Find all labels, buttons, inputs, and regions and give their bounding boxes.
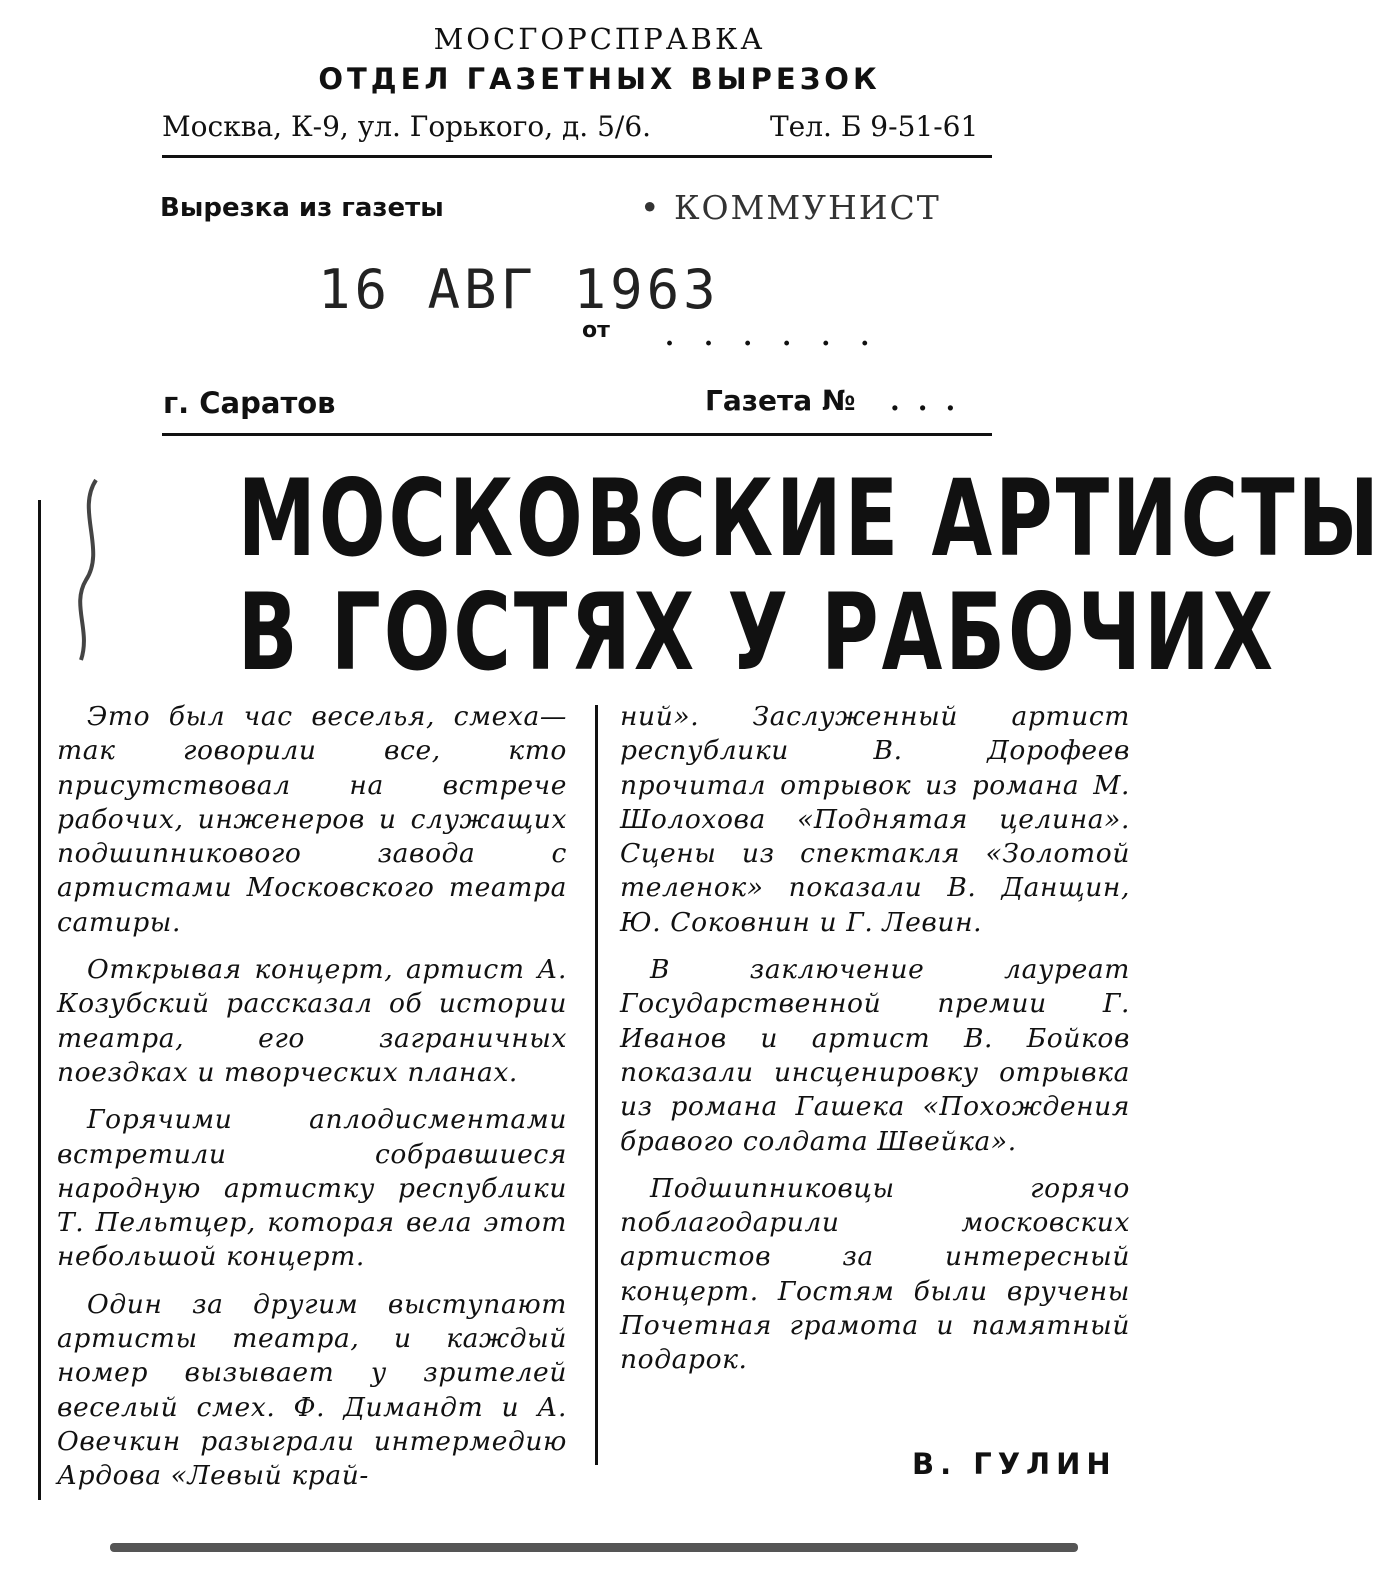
from-label: от bbox=[582, 318, 610, 343]
article-column-2 bbox=[620, 700, 1130, 1391]
newspaper-name: • КОММУНИСТ bbox=[640, 188, 941, 227]
paragraph: ний». Заслуженный артист республики В. Дорофеев прочитал отрывок из романа М. Шолохова «Поднятая целина». Сцены из спектакля «Золотой теленок» показали В. Данщин, Ю. Соковнин и Г. Левин. bbox=[620, 701, 1130, 938]
date-stamp: 16 АВГ 1963 bbox=[318, 258, 720, 321]
address: Москва, К-9, ул. Горького, д. 5/6. bbox=[162, 110, 652, 143]
scissor-mark-icon bbox=[56, 470, 116, 670]
cut-label: Вырезка из газеты bbox=[160, 193, 444, 223]
paragraph: Открывая концерт, артист А. Козубский рассказал об истории театра, его заграничных поездках и творческих планах. bbox=[57, 954, 567, 1088]
form-divider bbox=[162, 433, 992, 436]
headline-line-2: В ГОСТЯХ У РАБОЧИХ bbox=[237, 571, 1277, 694]
paragraph: Горячими аплодисментами встретили собравшиеся народную артистку республики Т. Пельтцер, которая вела этот небольшой концерт. bbox=[57, 1104, 567, 1273]
paragraph: Один за другим выступают артисты театра, и каждый номер вызывает у зрителей веселый смех. Ф. Димандт и А. Овечкин разыграли интермедию Ардова «Левый край- bbox=[57, 1288, 567, 1492]
left-border bbox=[38, 500, 41, 1500]
issue-label: Газета № bbox=[705, 384, 856, 417]
department-name: ОТДЕЛ ГАЗЕТНЫХ ВЫРЕЗОК bbox=[318, 62, 881, 96]
from-dots: ...... bbox=[665, 322, 900, 352]
headline-line-1: МОСКОВСКИЕ АРТИСТЫ bbox=[237, 457, 1382, 580]
article-column-1 bbox=[57, 700, 567, 1507]
issue-dots: ... bbox=[890, 384, 974, 417]
clipping-bottom-edge bbox=[110, 1543, 1078, 1552]
paragraph: Подшипниковцы горячо поблагодарили московских артистов за интересный концерт. Гостям были вручены Почетная грамота и памятный подарок. bbox=[620, 1172, 1130, 1376]
phone: Тел. Б 9-51-61 bbox=[770, 110, 979, 143]
author-signature: В. ГУЛИН bbox=[912, 1447, 1117, 1481]
header-divider bbox=[162, 155, 992, 158]
city: г. Саратов bbox=[163, 386, 336, 420]
paragraph: Это был час веселья, смеха— так говорили все, кто присутствовал на встрече рабочих, инженеров и служащих подшипникового завода с артистами Московского театра сатиры. bbox=[57, 701, 567, 938]
paragraph: В заключение лауреат Государственной премии Г. Иванов и артист В. Бойков показали инсценировку отрывка из романа Гашека «Похождения бравого солдата Швейка». bbox=[620, 954, 1130, 1157]
column-divider bbox=[595, 705, 598, 1465]
org-name: МОСГОРСПРАВКА bbox=[433, 22, 766, 56]
